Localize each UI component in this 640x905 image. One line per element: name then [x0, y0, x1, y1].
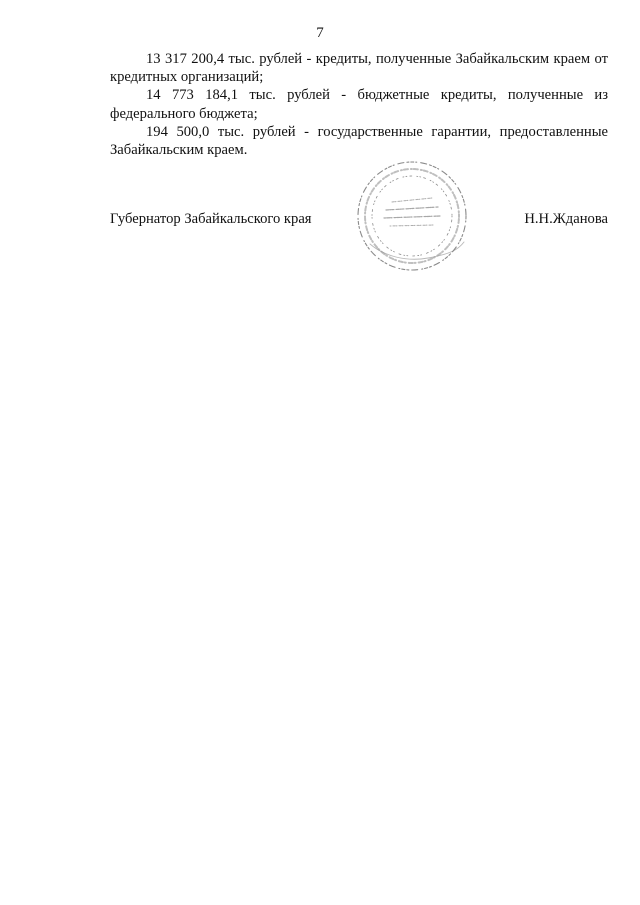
paragraph-state-guarantees: 194 500,0 тыс. рублей - государственные гарантии, предоставленные Забайкальским краем. — [110, 123, 608, 159]
body-text — [110, 50, 608, 159]
signer-position: Губернатор Забайкальского края — [110, 211, 312, 227]
page-number: 7 — [316, 25, 324, 41]
paragraph-budget-credits: 14 773 184,1 тыс. рублей - бюджетные кредиты, полученные из федерального бюджета; — [110, 87, 608, 122]
paragraph-credits-from-banks: 13 317 200,4 тыс. рублей - кредиты, полученные Забайкальским краем от кредитных организаций; — [110, 51, 608, 86]
signature-line — [110, 210, 608, 230]
signer-name: Н.Н.Жданова — [524, 211, 608, 227]
